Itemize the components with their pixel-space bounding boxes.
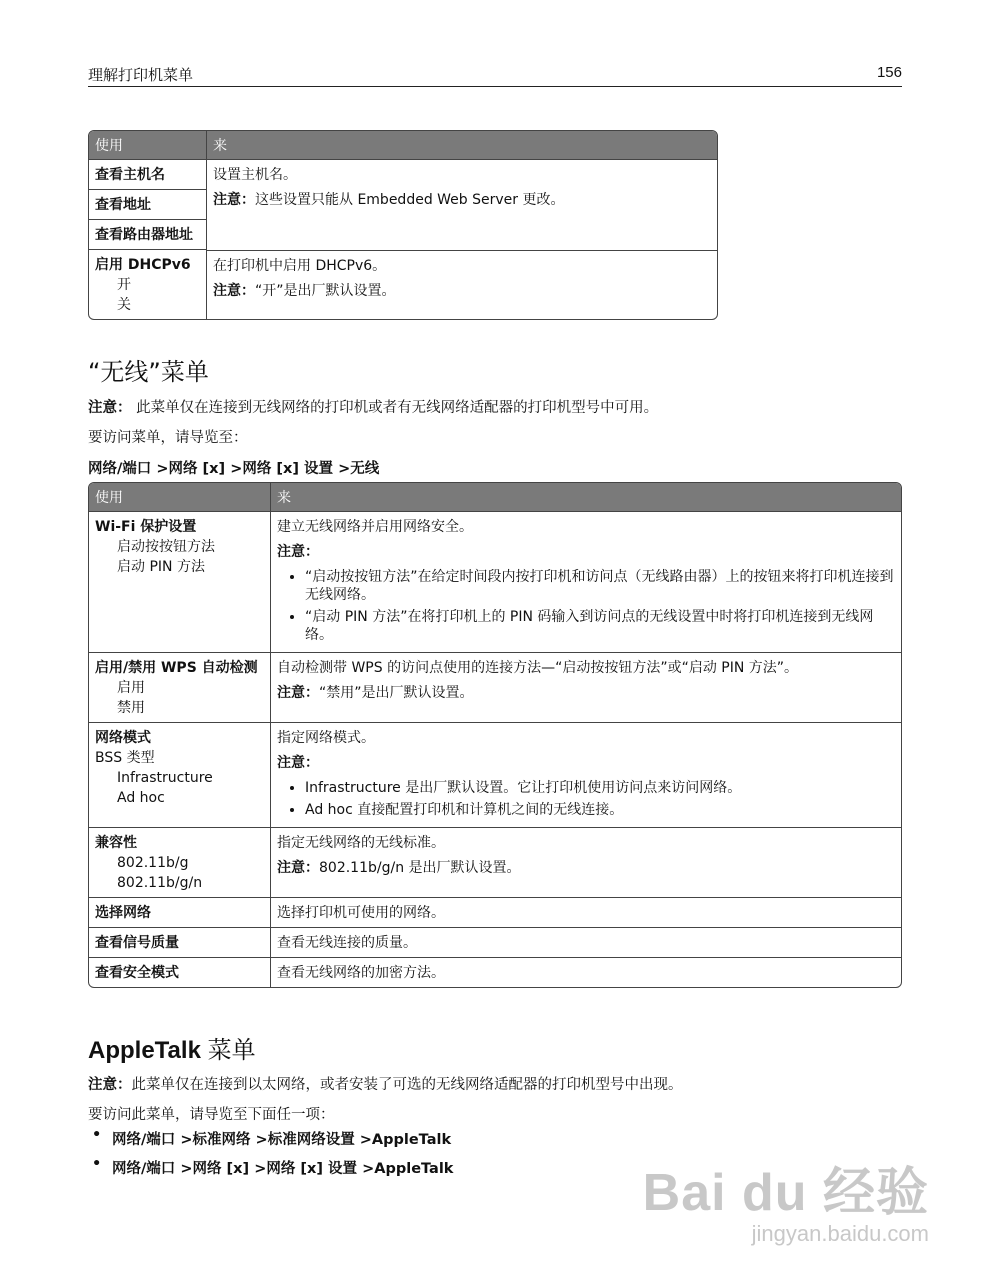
table1-item: 查看地址 bbox=[89, 190, 206, 220]
wps-desc bbox=[270, 512, 901, 653]
row-label: 兼容性 bbox=[95, 835, 137, 851]
appletalk-note bbox=[88, 1073, 683, 1094]
row-label: Wi-Fi 保护设置 bbox=[95, 519, 197, 535]
wireless-access-text: 要访问菜单，请导览至： bbox=[88, 430, 248, 446]
row-label: 启用/禁用 WPS 自动检测 bbox=[95, 660, 258, 676]
desc-text: 设置主机名。 bbox=[213, 167, 297, 183]
table-row bbox=[89, 512, 901, 653]
table1-header-to: 来 bbox=[206, 131, 717, 160]
wireless-note bbox=[88, 396, 658, 417]
option-text: 启动按按钮方法 bbox=[117, 539, 215, 555]
note-text: “禁用”是出厂默认设置。 bbox=[319, 685, 474, 701]
option-text: 启用 bbox=[117, 680, 145, 696]
option-text: Infrastructure bbox=[117, 770, 213, 786]
table-row bbox=[89, 928, 901, 958]
list-item: • “启动 PIN 方法”在将打印机上的 PIN 码输入到访问点的无线设置中时将打印机连接到无线网络。 bbox=[305, 608, 895, 644]
note-label: 注意： bbox=[277, 685, 319, 701]
table2-header-to: 来 bbox=[270, 483, 901, 512]
page-number: 156 bbox=[876, 64, 902, 81]
option-text: Ad hoc bbox=[117, 790, 165, 806]
note-text: “开”是出厂默认设置。 bbox=[255, 283, 396, 299]
note-text: 这些设置只能从 Embedded Web Server 更改。 bbox=[255, 192, 565, 208]
note-label: 注意： bbox=[277, 755, 319, 771]
option-text: 启动 PIN 方法 bbox=[117, 559, 205, 575]
list-item: • 网络/端口 >标准网络 >标准网络设置 >AppleTalk bbox=[88, 1128, 453, 1149]
appletalk-paths bbox=[88, 1128, 453, 1186]
appletalk-access-text: 要访问此菜单，请导览至下面任一项： bbox=[88, 1107, 335, 1123]
watermark bbox=[643, 1150, 929, 1247]
note-label: 注意： bbox=[88, 1077, 132, 1093]
network-mode-cell bbox=[89, 723, 270, 828]
table1-item: 查看主机名 bbox=[89, 160, 206, 190]
appletalk-title-zh: 菜单 bbox=[200, 1037, 256, 1064]
row-label: 选择网络 bbox=[89, 898, 270, 928]
page-header bbox=[88, 60, 902, 87]
note-label: 注意： bbox=[277, 544, 319, 560]
wireless-table bbox=[88, 482, 902, 988]
option-text: 开 bbox=[117, 277, 131, 293]
desc-text: 指定网络模式。 bbox=[277, 730, 375, 746]
note-label: 注意： bbox=[213, 192, 255, 208]
table1-header-use: 使用 bbox=[89, 131, 206, 160]
appletalk-title-en: AppleTalk bbox=[88, 1037, 201, 1064]
wireless-menu-path: 网络/端口 >网络 [x] >网络 [x] 设置 >无线 bbox=[88, 461, 380, 477]
list-item: • 网络/端口 >网络 [x] >网络 [x] 设置 >AppleTalk bbox=[88, 1157, 453, 1178]
option-text: 关 bbox=[117, 297, 131, 313]
desc-text: 查看无线连接的质量。 bbox=[270, 928, 901, 958]
wps-cell bbox=[89, 512, 270, 653]
table2-header-use: 使用 bbox=[89, 483, 270, 512]
table1-desc bbox=[206, 160, 717, 250]
table-row bbox=[89, 898, 901, 928]
row-sublabel: BSS 类型 bbox=[95, 750, 155, 766]
list-item: • Ad hoc 直接配置打印机和计算机之间的无线连接。 bbox=[305, 801, 895, 819]
desc-text: 指定无线网络的无线标准。 bbox=[277, 835, 445, 851]
list-item: • Infrastructure 是出厂默认设置。它让打印机使用访问点来访问网络。 bbox=[305, 779, 895, 797]
table1-item: 查看路由器地址 bbox=[89, 220, 206, 250]
table-row bbox=[89, 723, 901, 828]
row-label: 网络模式 bbox=[95, 730, 151, 746]
note-text: 此菜单仅在连接到无线网络的打印机或者有无线网络适配器的打印机型号中可用。 bbox=[131, 400, 659, 416]
desc-text: 选择打印机可使用的网络。 bbox=[270, 898, 901, 928]
header-title: 理解打印机菜单 bbox=[88, 66, 194, 84]
appletalk-section-title bbox=[88, 1030, 256, 1065]
row-label: 查看信号质量 bbox=[89, 928, 270, 958]
note-text: 802.11b/g/n 是出厂默认设置。 bbox=[319, 860, 521, 876]
table-row bbox=[89, 958, 901, 987]
list-item: • “启动按按钮方法”在给定时间段内按打印机和访问点（无线路由器）上的按钮来将打印机连接到无线网络。 bbox=[305, 568, 895, 604]
desc-text: 建立无线网络并启用网络安全。 bbox=[277, 519, 473, 535]
note-text: 此菜单仅在连接到以太网络，或者安装了可选的无线网络适配器的打印机型号中出现。 bbox=[131, 1077, 683, 1093]
compat-desc bbox=[270, 828, 901, 898]
watermark-logo: Bai du 经验 bbox=[642, 1164, 929, 1222]
table1-desc bbox=[206, 250, 717, 319]
row-label: 查看安全模式 bbox=[95, 965, 179, 981]
note-label: 注意： bbox=[213, 283, 255, 299]
tcpip-table bbox=[88, 130, 718, 320]
table-row bbox=[89, 653, 901, 723]
watermark-url: jingyan.baidu.com bbox=[751, 1221, 929, 1246]
option-text: 802.11b/g bbox=[117, 855, 189, 871]
wireless-section-title: “无线”菜单 bbox=[88, 358, 209, 386]
compat-cell bbox=[89, 828, 270, 898]
option-text: 禁用 bbox=[117, 700, 145, 716]
desc-text: 查看无线网络的加密方法。 bbox=[270, 958, 901, 987]
table-row bbox=[89, 828, 901, 898]
dhcp-label-pre: 启用 bbox=[95, 257, 128, 273]
network-mode-desc bbox=[270, 723, 901, 828]
wps-auto-cell bbox=[89, 653, 270, 723]
dhcp-label-bold: DHCPv6 bbox=[127, 257, 191, 273]
desc-text: 自动检测带 WPS 的访问点使用的连接方法—“启动按按钮方法”或“启动 PIN 方法”。 bbox=[277, 660, 799, 676]
note-label: 注意： bbox=[88, 400, 132, 416]
note-label: 注意： bbox=[277, 860, 319, 876]
option-text: 802.11b/g/n bbox=[117, 875, 203, 891]
wps-auto-desc bbox=[270, 653, 901, 723]
desc-text: 在打印机中启用 DHCPv6。 bbox=[213, 258, 387, 274]
table1-item-dhcp bbox=[89, 250, 206, 319]
